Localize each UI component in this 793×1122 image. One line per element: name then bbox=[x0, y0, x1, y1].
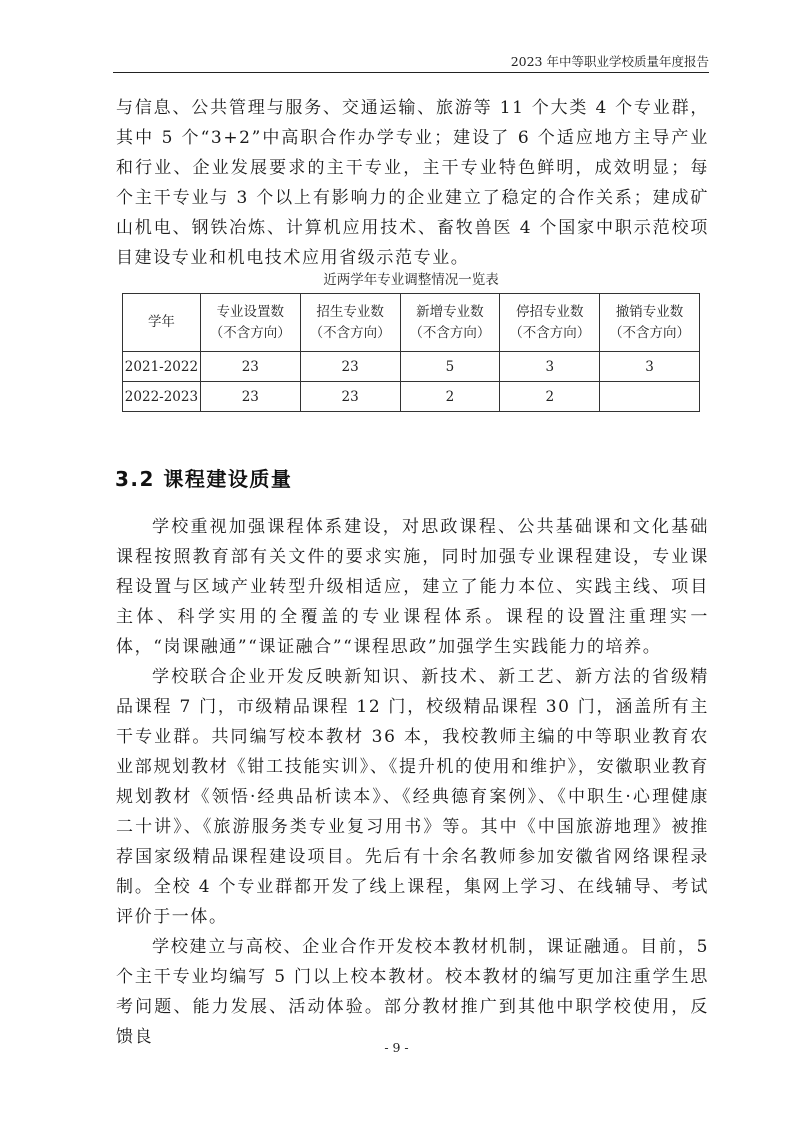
cell-cancelled-majors bbox=[600, 382, 700, 412]
cell-suspended-majors: 2 bbox=[500, 382, 600, 412]
cell-new-majors: 5 bbox=[400, 352, 500, 382]
header-cell-enrolling-majors bbox=[300, 294, 400, 352]
intro-paragraph: 与信息、公共管理与服务、交通运输、旅游等 11 个大类 4 个专业群，其中 5 个“3+2”中高职合作办学专业；建设了 6 个适应地方主导产业和行业、企业发展要求的主干专业，主干专业特色鲜明，成效明显；每个主干专业与 3 个以上有影响力的企业建立了稳定的合作关系；建成矿山机电、钢铁冶炼、计算机应用技术、畜牧兽医 4 个国家中职示范校项目建设专业和机电技术应用省级示范专业。 bbox=[116, 98, 709, 268]
section-body bbox=[116, 512, 709, 1052]
paragraph-quality-courses: 学校联合企业开发反映新知识、新技术、新工艺、新方法的省级精品课程 7 门，市级精品课程 12 门，校级精品课程 30 门，涵盖所有主干专业群。共同编写校本教材 36 本，我校教师主编的中等职业教育农业部规划教材《钳工技能实训》、《提升机的使用和维护》，安徽职业教育规划教材《领悟·经典品析读本》、《经典德育案例》、《中职生·心理健康二十讲》、《旅游服务类专业复习用书》等。其中《中国旅游地理》被推荐国家级精品课程建设项目。先后有十余名教师参加安徽省网络课程录制。全校 4 个专业群都开发了线上课程，集网上学习、在线辅导、考试评价于一体。 bbox=[116, 667, 709, 927]
cell-total-majors: 23 bbox=[200, 352, 300, 382]
running-header bbox=[113, 54, 709, 73]
header-cell-year bbox=[123, 294, 201, 352]
cell-year: 2022-2023 bbox=[123, 382, 201, 412]
report-title: 2023 年中等职业学校质量年度报告 bbox=[510, 54, 709, 69]
cell-total-majors: 23 bbox=[200, 382, 300, 412]
table-header-row bbox=[123, 294, 700, 352]
header-cell-suspended-majors bbox=[500, 294, 600, 352]
header-cell-cancelled-majors bbox=[600, 294, 700, 352]
paragraph-curriculum-system: 学校重视加强课程体系建设，对思政课程、公共基础课和文化基础课程按照教育部有关文件的要求实施，同时加强专业课程建设，专业课程设置与区域产业转型升级相适应，建立了能力本位、实践主线、项目主体、科学实用的全覆盖的专业课程体系。课程的设置注重理实一体，“岗课融通”“课证融合”“课程思政”加强学生实践能力的培养。 bbox=[116, 517, 709, 657]
paragraph-school-textbooks: 学校建立与高校、企业合作开发校本教材机制，课证融通。目前，5 个主干专业均编写 5 门以上校本教材。校本教材的编写更加注重学生思考问题、能力发展、活动体验。部分教材推广到其他中职学校使用，反馈良 bbox=[116, 937, 709, 1047]
major-adjustment-table bbox=[122, 293, 700, 412]
header-label: 新增专业数 bbox=[416, 303, 484, 320]
header-label: 学年 bbox=[147, 314, 175, 330]
header-label: 招生专业数 bbox=[316, 303, 384, 320]
header-sublabel: （不含方向） bbox=[309, 324, 391, 341]
intro-paragraph-block bbox=[116, 93, 709, 273]
header-label: 专业设置数 bbox=[216, 303, 285, 320]
header-sublabel: （不含方向） bbox=[209, 324, 291, 341]
header-sublabel: （不含方向） bbox=[509, 324, 591, 341]
page-number: - 9 - bbox=[384, 1040, 409, 1055]
table-row bbox=[123, 382, 700, 412]
header-label: 撤销专业数 bbox=[615, 303, 684, 320]
header-cell-total-majors bbox=[200, 294, 300, 352]
cell-cancelled-majors: 3 bbox=[600, 352, 700, 382]
header-label: 停招专业数 bbox=[515, 303, 584, 320]
cell-enrolling-majors: 23 bbox=[300, 352, 400, 382]
section-heading: 3.2 课程建设质量 bbox=[115, 467, 293, 491]
table-caption: 近两学年专业调整情况一览表 bbox=[323, 272, 499, 288]
table-row bbox=[123, 352, 700, 382]
cell-year: 2021-2022 bbox=[123, 352, 201, 382]
cell-enrolling-majors: 23 bbox=[300, 382, 400, 412]
cell-suspended-majors: 3 bbox=[500, 352, 600, 382]
header-cell-new-majors bbox=[400, 294, 500, 352]
header-sublabel: （不含方向） bbox=[609, 324, 691, 341]
cell-new-majors: 2 bbox=[400, 382, 500, 412]
header-sublabel: （不含方向） bbox=[409, 324, 491, 341]
